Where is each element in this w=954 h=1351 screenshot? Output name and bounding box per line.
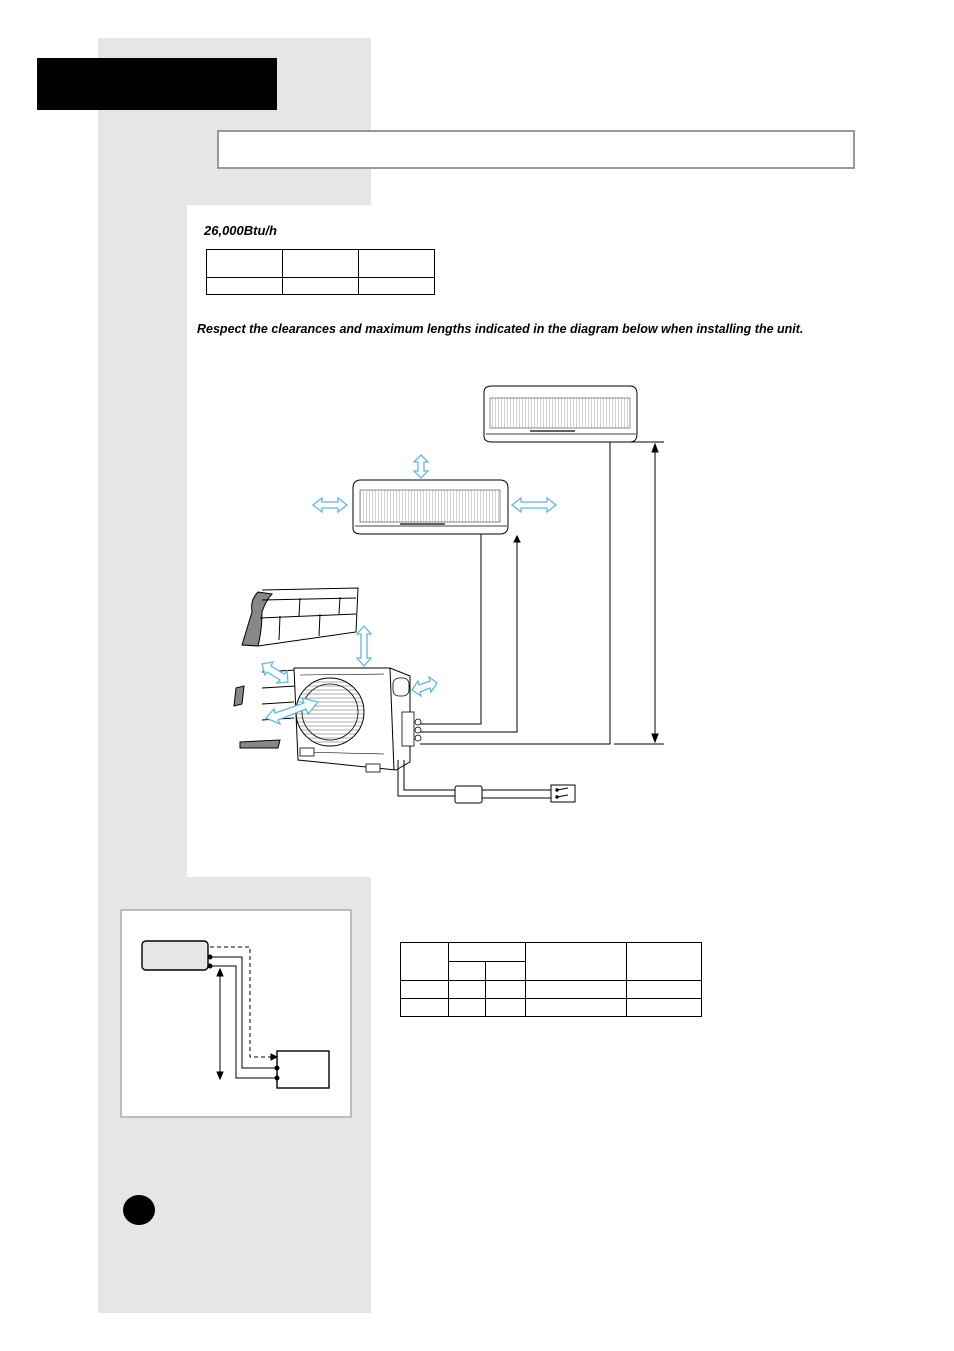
table-cell [283, 278, 359, 295]
clearance-arrow-icon [414, 455, 428, 478]
table-cell [627, 999, 702, 1017]
table-cell [526, 999, 627, 1017]
clearance-arrow-icon [412, 677, 437, 696]
model-capacity-label: 26,000Btu/h [204, 223, 277, 238]
clearance-arrow-icon [313, 498, 347, 512]
table-cell [207, 278, 283, 295]
table-row [401, 999, 702, 1017]
table-cell [449, 981, 486, 999]
page-number-marker [123, 1195, 155, 1225]
table-cell [486, 981, 526, 999]
breaker-switch-icon [551, 785, 575, 802]
table-cell [627, 981, 702, 999]
outdoor-unit-icon [294, 668, 421, 772]
table-cell [486, 999, 526, 1017]
spec-table [206, 249, 435, 295]
table-row [401, 981, 702, 999]
chapter-header-bar [37, 58, 277, 110]
wiring-diagram-box [120, 909, 352, 1118]
table-cell [449, 999, 486, 1017]
installation-diagram [220, 375, 720, 815]
indoor-unit-icon [484, 386, 637, 442]
table-cell [359, 278, 435, 295]
table-cell [449, 943, 526, 962]
installation-instruction: Respect the clearances and maximum lengths indicated in the diagram below when installing the unit. [197, 322, 804, 336]
table-row [401, 943, 702, 962]
clearance-arrow-icon [262, 662, 288, 683]
table-cell [359, 250, 435, 278]
table-cell [401, 999, 449, 1017]
table-cell [449, 962, 486, 981]
table-cell [526, 943, 627, 981]
table-row [207, 278, 435, 295]
clearance-arrow-icon [357, 626, 371, 666]
table-cell [401, 943, 449, 981]
side-panel-mid [98, 205, 187, 877]
indoor-unit-icon [353, 480, 508, 534]
section-title-box [217, 130, 855, 169]
table-cell [526, 981, 627, 999]
table-cell [627, 943, 702, 981]
table-cell [283, 250, 359, 278]
table-row [207, 250, 435, 278]
table-cell [401, 981, 449, 999]
clearance-arrow-icon [512, 498, 556, 512]
wiring-diagram [122, 911, 350, 1116]
table-cell [486, 962, 526, 981]
table-cell [207, 250, 283, 278]
cable-spec-table [400, 942, 702, 1017]
